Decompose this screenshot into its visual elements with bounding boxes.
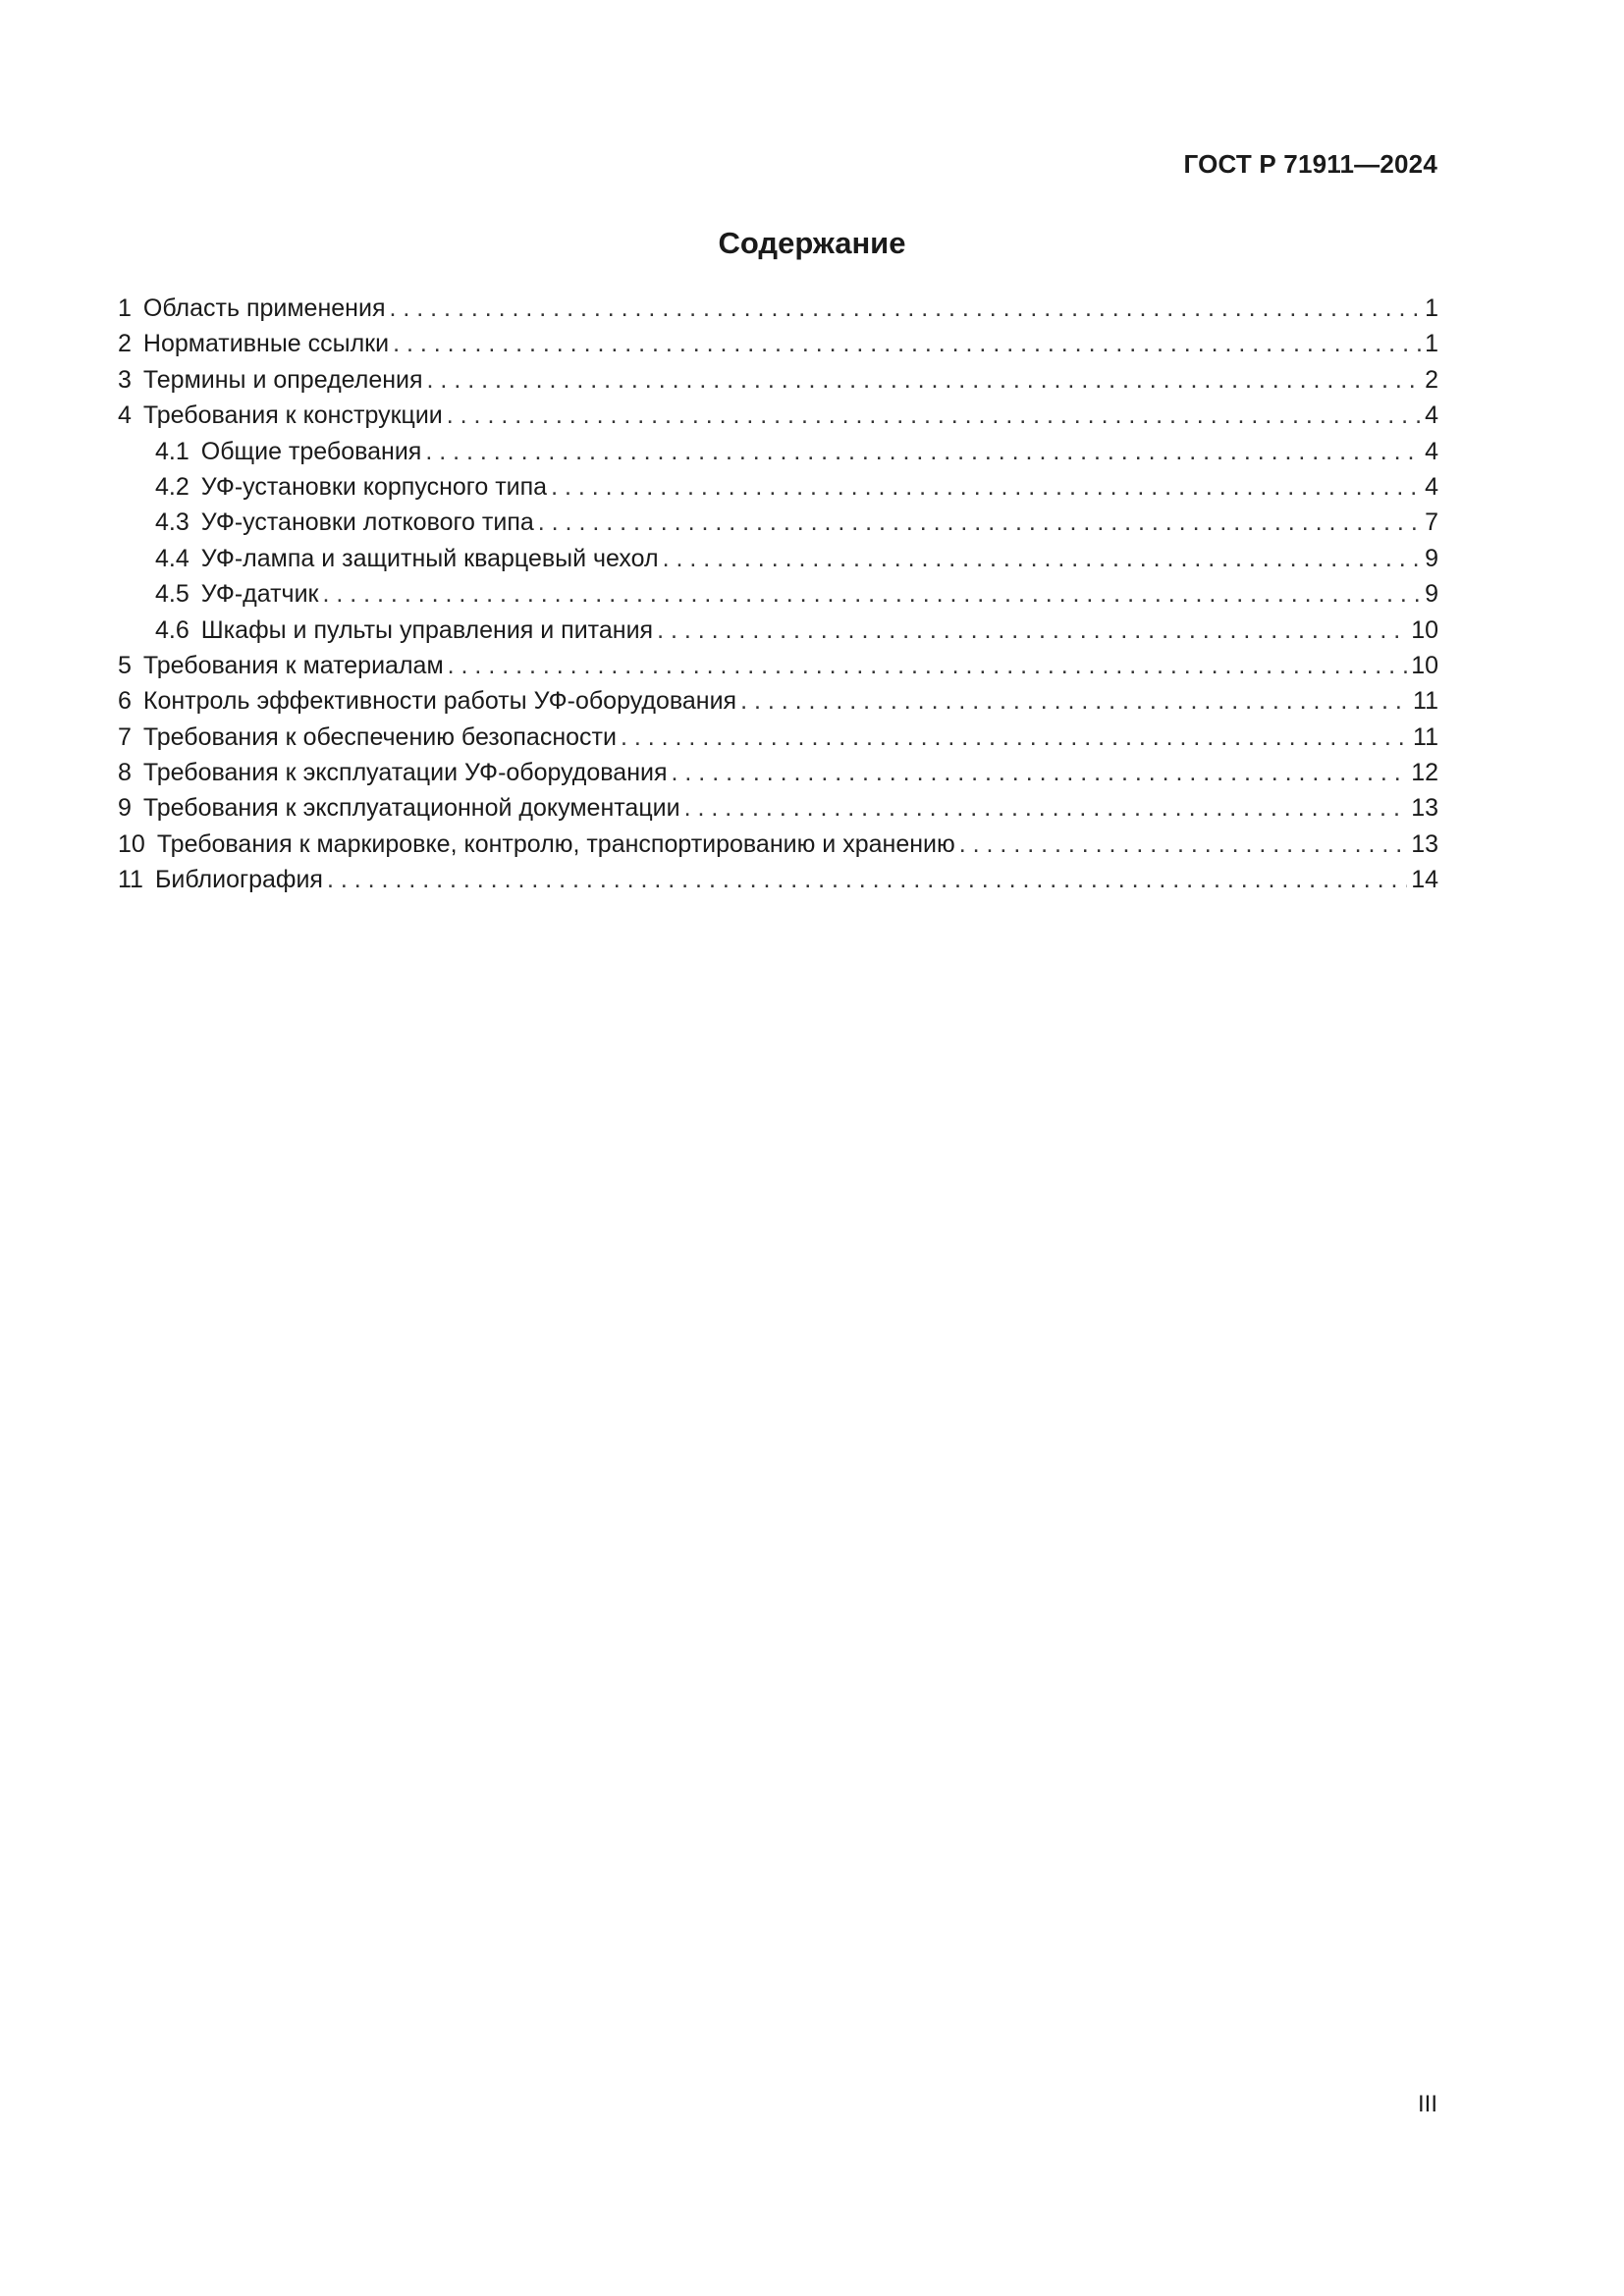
toc-item-4-5[interactable] <box>118 576 1438 612</box>
toc-leader-dots <box>740 683 1409 719</box>
toc-item-4-4[interactable] <box>118 541 1438 576</box>
toc-item-number: 6 <box>118 687 132 716</box>
toc-item-label: Требования к материалам <box>142 651 444 679</box>
toc-leader-dots <box>427 362 1422 398</box>
toc-leader-dots <box>425 434 1421 469</box>
toc-item-6[interactable] <box>118 683 1438 719</box>
toc-item-label: Требования к обеспечению безопасности <box>142 722 617 751</box>
toc-item-4-1[interactable] <box>118 434 1438 469</box>
toc-leader-dots <box>684 790 1408 826</box>
toc-item-number: 5 <box>118 651 132 679</box>
document-code: ГОСТ Р 71911—2024 <box>1183 149 1437 179</box>
toc-item-number: 10 <box>118 829 145 858</box>
toc-item-2[interactable] <box>118 326 1438 361</box>
toc-item-10[interactable] <box>118 827 1438 862</box>
toc-leader-dots <box>663 541 1422 576</box>
toc-item-7[interactable] <box>118 720 1438 755</box>
toc-item-9[interactable] <box>118 790 1438 826</box>
toc-item-label: УФ-лампа и защитный кварцевый чехол <box>200 544 659 572</box>
toc-item-number: 4.5 <box>155 580 189 609</box>
toc-item-number: 4.4 <box>155 544 189 572</box>
toc-item-page: 2 <box>1425 365 1438 394</box>
toc-item-label: Библиография <box>154 866 323 894</box>
table-of-contents <box>118 291 1438 898</box>
toc-item-label: Область применения <box>142 294 386 322</box>
toc-item-page: 4 <box>1425 437 1438 465</box>
toc-leader-dots <box>959 827 1407 862</box>
toc-item-1[interactable] <box>118 291 1438 326</box>
toc-leader-dots <box>448 648 1408 683</box>
toc-item-number: 8 <box>118 759 132 787</box>
toc-item-page: 13 <box>1411 794 1438 823</box>
toc-item-4-6[interactable] <box>118 613 1438 648</box>
toc-item-label: Требования к конструкции <box>142 401 443 430</box>
toc-item-label: Требования к эксплуатации УФ-оборудования <box>142 759 668 787</box>
toc-leader-dots <box>657 613 1407 648</box>
toc-item-page: 10 <box>1411 615 1438 644</box>
toc-item-11[interactable] <box>118 862 1438 897</box>
toc-item-page: 9 <box>1425 544 1438 572</box>
toc-item-4-3[interactable] <box>118 505 1438 540</box>
toc-item-number: 2 <box>118 330 132 358</box>
toc-item-5[interactable] <box>118 648 1438 683</box>
toc-item-label: Требования к эксплуатационной документации <box>142 794 680 823</box>
toc-item-4-2[interactable] <box>118 469 1438 505</box>
toc-item-4[interactable] <box>118 398 1438 433</box>
page-number: III <box>1417 2091 1437 2117</box>
toc-leader-dots <box>447 398 1421 433</box>
toc-item-label: Требования к маркировке, контролю, транспортированию и хранению <box>156 829 955 858</box>
toc-item-page: 11 <box>1413 722 1438 751</box>
toc-item-label: Шкафы и пульты управления и питания <box>200 615 654 644</box>
toc-item-page: 12 <box>1411 759 1438 787</box>
toc-leader-dots <box>322 576 1421 612</box>
toc-leader-dots <box>621 720 1409 755</box>
toc-item-page: 7 <box>1425 508 1438 537</box>
toc-item-label: Термины и определения <box>142 365 423 394</box>
toc-item-page: 1 <box>1425 294 1438 322</box>
toc-item-page: 11 <box>1413 687 1438 716</box>
toc-item-number: 11 <box>118 866 143 894</box>
toc-item-number: 1 <box>118 294 132 322</box>
toc-item-page: 4 <box>1425 401 1438 430</box>
toc-leader-dots <box>393 326 1421 361</box>
toc-item-page: 13 <box>1411 829 1438 858</box>
toc-item-label: УФ-установки лоткового типа <box>200 508 534 537</box>
toc-leader-dots <box>551 469 1421 505</box>
toc-item-page: 10 <box>1411 651 1438 679</box>
toc-leader-dots <box>389 291 1421 326</box>
toc-item-number: 3 <box>118 365 132 394</box>
toc-leader-dots <box>538 505 1421 540</box>
toc-item-label: Нормативные ссылки <box>142 330 390 358</box>
toc-item-page: 1 <box>1425 330 1438 358</box>
toc-item-number: 9 <box>118 794 132 823</box>
toc-item-8[interactable] <box>118 755 1438 790</box>
toc-title: Содержание <box>718 226 906 260</box>
toc-item-page: 9 <box>1425 580 1438 609</box>
toc-item-number: 4.1 <box>155 437 189 465</box>
toc-item-label: УФ-установки корпусного типа <box>200 472 548 501</box>
toc-item-number: 4.3 <box>155 508 189 537</box>
toc-item-3[interactable] <box>118 362 1438 398</box>
toc-item-number: 7 <box>118 722 132 751</box>
toc-item-number: 4.6 <box>155 615 189 644</box>
toc-leader-dots <box>327 862 1407 897</box>
toc-item-page: 4 <box>1425 472 1438 501</box>
toc-leader-dots <box>672 755 1408 790</box>
toc-item-label: Общие требования <box>200 437 422 465</box>
toc-item-label: УФ-датчик <box>200 580 319 609</box>
toc-item-number: 4.2 <box>155 472 189 501</box>
toc-item-page: 14 <box>1411 866 1438 894</box>
toc-item-number: 4 <box>118 401 132 430</box>
toc-item-label: Контроль эффективности работы УФ-оборудования <box>142 687 737 716</box>
